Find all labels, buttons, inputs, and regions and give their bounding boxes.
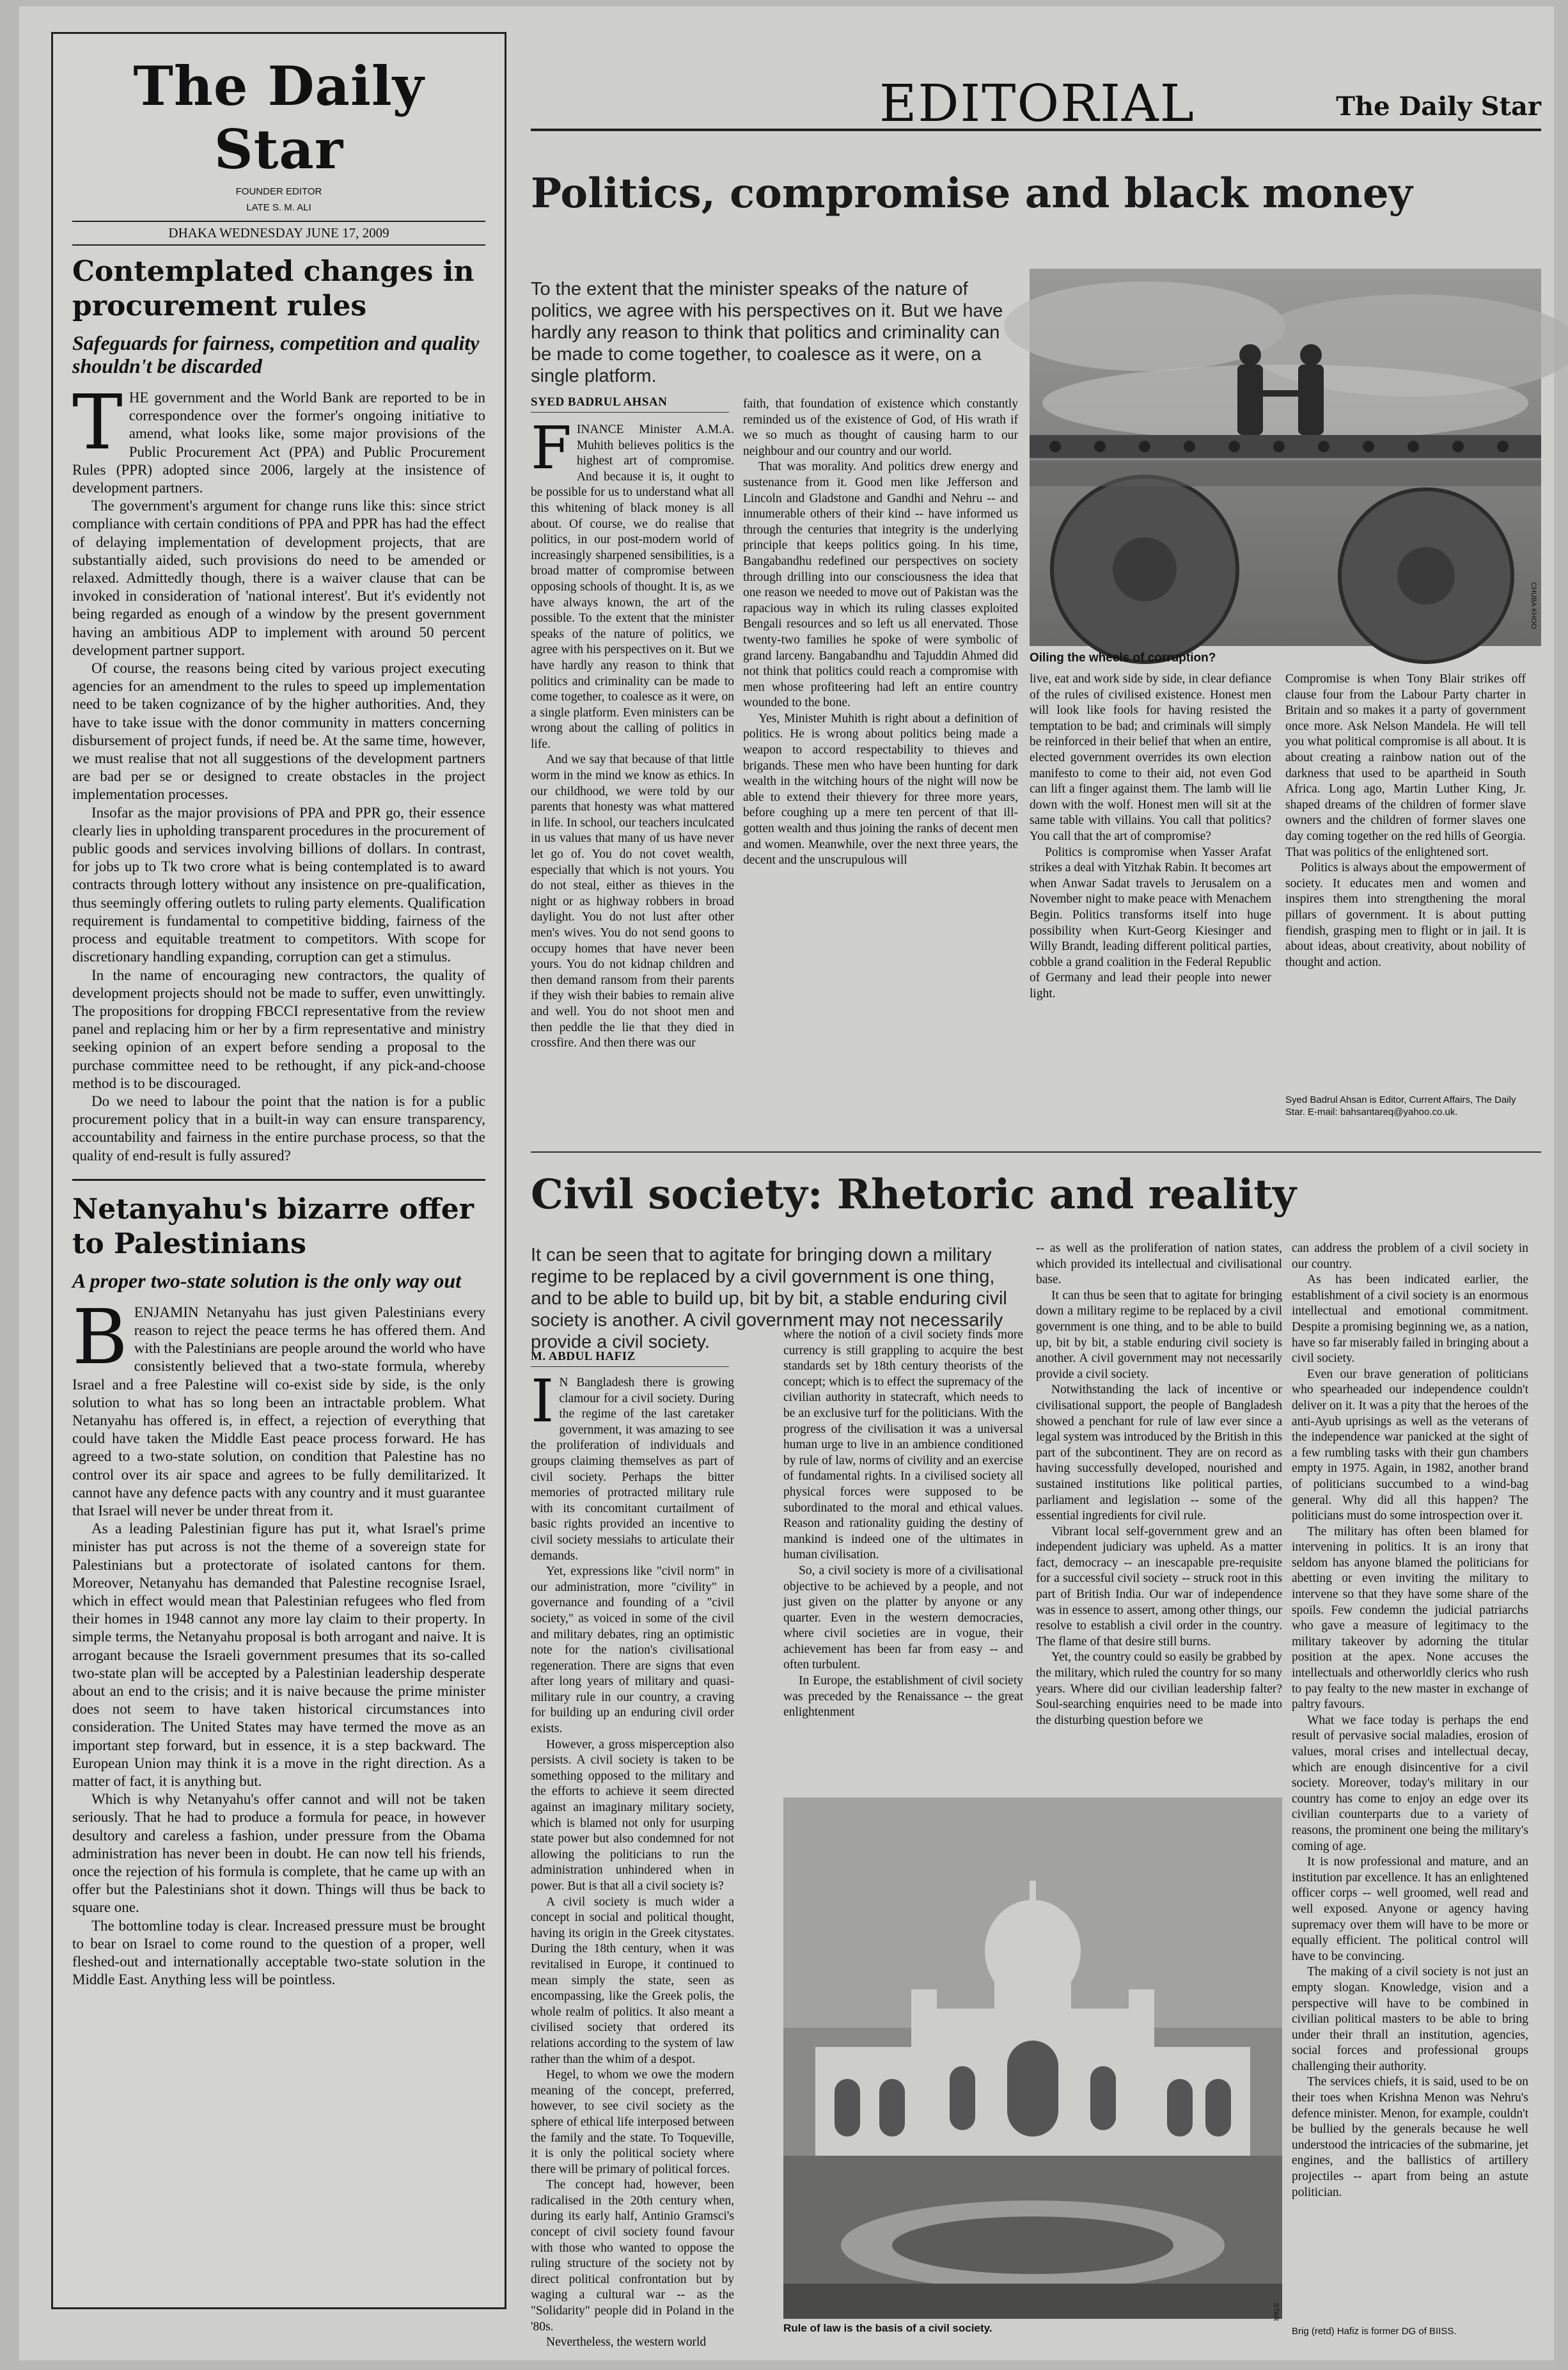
section-logo: The Daily Star (1336, 91, 1541, 122)
paragraph: The government's argument for change runs like this: since strict compliance with certain conditions of PPA and PPR has had the effect of delaying implementation of development projects, that are substantially aided, such provisions do need to be amended or relaxed. Admittedly though, there is a waiver clause that can be invoked in consideration of 'national interest'. But it's evidently not being regarded as enough of a window by the present government having an ambitious ADP to implement with around 50 percent development partner support. (72, 498, 485, 658)
paragraph: where the notion of a civil society finds more currency is still grappling to acquire the best standards set by 18th century theorists of the concept; which is to effect the supremacy of the civilian authority in statecraft, which needs to be an exclusive turf for the politicians. With the progress of the civilisation it was a universal human urge to live in an ambience conditioned by rule of law, norms of civility and an exercise of fundamental rights. In a civilised society all physical forces were supposed to be subordinated to the moral and ethical values. Reason and rationality guiding the destiny of mankind is indeed one of the ultimates in human civilisation. (783, 1328, 1023, 1562)
newspaper-page (19, 6, 1554, 2360)
divider (72, 1179, 485, 1181)
paragraph: Vibrant local self-government grew and an independent judiciary was upheld. As a matter fact, democracy -- an inescapable pre-requisite for a successful civil society -- struck root in this part of British India. Our war of independence was in essence to assert, among other things, our resolve to establish a civil order in the country. The flame of that desire still burns. (1036, 1524, 1282, 1648)
paragraph: Politics is always about the empowerment of society. It educates men and women and inspires them into strengthening the moral pillars of government. It is about putting fiendish, grasping men to flight or in jail. It is about ideas, about creativity, about nobility of thought and action. (1285, 861, 1526, 969)
editorial-2-headline: Netanyahu's bizarre offer to Palestinians (72, 1192, 474, 1260)
article-1-deck: To the extent that the minister speaks of the nature of politics, we agree with his perspectives on it. But we have hardly any reason to think that politics and criminality can be made to come together, to coalesce as it were, on a single platform. (531, 279, 1003, 386)
article-2-deck: It can be seen that to agitate for bringing down a military regime to be replaced by a civil government is one thing, and to be able to build up, bit by bit, a stable enduring civil society is another. A civil government may not necessarily provide a civil society. (531, 1245, 1007, 1352)
paragraph: That was morality. And politics drew energy and sustenance from it. Good men like Jefferson and Lincoln and Gladstone and Gandhi and Nehru -- and innumerable others of their kind -- have informed us through the centuries that integrity is the underlying principle that keeps politics going. In his time, Bangabandhu redefined our perspectives on society through drilling into our consciousness the idea that one reason we needed to move out of Pakistan was the rapacious way in which its ruling classes exploited Bengali resources and so left us all enervated. Those twenty-two families he spoke of were symbolic of grand larceny. Bangabandhu and Tajuddin Ahmed did not think that politics could reach a compromise with men whose profiteering had left an entire country wounded to the bone. (743, 460, 1018, 710)
article-divider (531, 1151, 1541, 1153)
editorial-1-headline: Contemplated changes in procurement rules (72, 255, 474, 322)
paragraph: Of course, the reasons being cited by various project executing agencies for an amendment to the rules to speed up implementation need to be taken cognizance of by the higher authorities. And, they have to take issue with the donor community in matters concerning disbursement of project funds, if need be. At the same time, however, we must realise that not all suggestions of the development partners are bad per se or designed to create obstacles in the project implementation processes. (72, 660, 485, 803)
article-2-column-1 (531, 1367, 734, 2350)
paragraph: The services chiefs, it is said, used to be on their toes when Krishna Menon was Nehru's defence minister. Menon, for example, couldn't be bullied by the generals because he well understood the intricacies of the submarine, jet engines, and the ballistics of artillery projectiles -- apart from being an astute politician. (1292, 2075, 1528, 2199)
paragraph: can address the problem of a civil society in our country. (1292, 1242, 1528, 1271)
paragraph: As has been indicated earlier, the establishment of a civil society is an enormous intellectual and emotional commitment. Despite a promising beginning we, as a nation, have so far miserably failed in bringing about a civil society. (1292, 1273, 1528, 1366)
drop-cap: T (72, 378, 123, 466)
photo-credit: STAR (1272, 2303, 1280, 2321)
left-editorial-column (51, 32, 506, 2309)
dateline: DHAKA WEDNESDAY JUNE 17, 2009 (72, 221, 485, 246)
author-note: Brig (retd) Hafiz is former DG of BIISS. (1292, 2326, 1457, 2337)
article-2-photo-caption: Rule of law is the basis of a civil society. (783, 2322, 992, 2334)
paragraph: live, eat and work side by side, in clear defiance of the rules of civilised existence. Honest men will look like fools for having resisted the temptation to be bad; and criminals will simply be reinforced in their belief that when an entire, elected government overrides its own election manifesto to come to their aid, not even God can lift a finger against them. The lamb will lie down with the wolf. Honest men will sit at the same table with villains. You call that politics? You call that the art of compromise? (1030, 672, 1271, 843)
gears-illustration-svg (1030, 269, 1541, 646)
paragraph: Yet, expressions like "civil norm" in our administration, more "civility" in governance and founding of a "civil society," as voiced in some of the civil and military debates, ring an optimistic note for the nation's civilisational regeneration. There are signs that even after long years of military and quasi-military rule in our country, a craving for building up an enduring civil order exists. (531, 1565, 734, 1736)
paragraph: HE government and the World Bank are reported to be in correspondence over the former's ongoing initiative to amend, what looks like, some major provisions of the Public Procurement Act (PPA) and Public Procurement Rules (PPR) adopted since 2006, largely at the insistence of development partners. (72, 390, 485, 496)
paragraph: Yes, Minister Muhith is right about a definition of politics. He is wrong about politics being made a weapon to accord respectability to thieves and brigands. These men who have been hunting for dark wealth in the witching hours of the night will now be able to extend their thievery for three more years, before coughing up a mere ten percent of that ill-gotten wealth and thus joining the ranks of decent men and women. Meanwhile, over the next three years, the decent and the unscrupulous will (743, 711, 1018, 867)
article-1-column-2 (743, 397, 1018, 1139)
editorial-2-subhead: A proper two-state solution is the only way out (72, 1268, 462, 1292)
editorial-1-body (72, 378, 485, 1165)
founder-name: LATE S. M. ALI (246, 202, 311, 213)
article-1-column-4 (1285, 672, 1526, 1081)
drop-cap: I (531, 1367, 554, 1435)
paragraph: faith, that foundation of existence which constantly reminded us of the existence of God, of His wrath if we so much as thought of causing harm to our neighbour and our country and our world. (743, 397, 1018, 458)
paragraph: Notwithstanding the lack of incentive or civilisational support, the people of Bangladesh showed a penchant for rule of law ever since a legal system was introduced by the British in this part of the subcontinent. They are on record as having successfully developed, nourished and sustained institutions like political parties, parliament and legislation -- some of the essential ingredients for civil rule. (1036, 1383, 1282, 1523)
article-2-byline: M. ABDUL HAFIZ (531, 1350, 729, 1367)
section-title: EDITORIAL (879, 74, 1195, 133)
founder-label: FOUNDER EDITOR (235, 186, 322, 197)
paragraph: Politics is compromise when Yasser Arafat strikes a deal with Yitzhak Rabin. It becomes art when Anwar Sadat travels to Jerusalem on a November night to make peace with Menachem Begin. Politics transforms itself into huge possibility when Kurt-Georg Kiesinger and Willy Brandt, leading different political parties, cobble a grand coalition in the Federal Republic of Germany and lead their people into newer light. (1030, 845, 1271, 1000)
paragraph: N Bangladesh there is growing clamour for a civil society. During the regime of the last caretaker government, it was amazing to see the proliferation of individuals and groups claiming themselves as part of civil society. Perhaps the bitter memories of protracted military rule with its concomitant curtailment of basic rights provided an incentive to civil society messiahs to articulate their demands. (531, 1376, 734, 1563)
paragraph: And we say that because of that little worm in the mind we know as ethics. In our childhood, we were told by our parents that honesty was what mattered in life. In school, our teachers inculcated in us values that many of us have never let go of. You do not covet wealth, especially that which is not yours. You do not steal, either as thieves in the night or as highway robbers in broad daylight. You do not lust after other men's wives. You do not send goons to occupy homes that have never been yours. You do not kidnap children and then demand ransom from their parents if they wish their babies to remain alive and well. You do not shoot men and then peddle the lie that they died in crossfire. And then there was our (531, 753, 734, 1050)
article-1-byline: SYED BADRUL AHSAN (531, 395, 729, 413)
author-note: Syed Badrul Ahsan is Editor, Current Affairs, The Daily Star. E-mail: bahsantareq@yahoo.co.uk. (1285, 1094, 1516, 1118)
paragraph: INANCE Minister A.M.A. Muhith believes politics is the highest art of compromise. And because it is, it ought to be possible for us to understand what all this whitening of black money is all about. Of course, we do realise that politics, in our post-modern world of increasingly sharpened sensibilities, is a broad matter of compromise between opposing schools of thought. It is, as we have always known, the art of the possible. To the extent that the minister speaks of the nature of politics, we agree with his perspectives on it. But we have hardly any reason to think that politics and criminality can be made to come together, to coalesce as it were, on a single platform. Even ministers can be wrong about the calling of politics in life. (531, 423, 734, 751)
article-2-headline: Civil society: Rhetoric and reality (531, 1171, 1296, 1219)
section-header (531, 67, 1541, 138)
editorial-2-body (72, 1292, 485, 1989)
article-1-headline: Politics, compromise and black money (531, 170, 1413, 217)
paragraph: The bottomline today is clear. Increased pressure must be brought to bear on Israel to come round to the question of a proper, well fleshed-out and internationally acceptable two-state solution in the Middle East. Anything less will be pointless. (72, 1917, 485, 1988)
paragraph: Nevertheless, the western world (546, 2335, 707, 2350)
gears-illustration (1030, 269, 1541, 646)
drop-cap: F (531, 414, 572, 482)
masthead: The Daily Star (133, 54, 425, 181)
photo-credit: CHUBA KHOO (1530, 582, 1537, 629)
paragraph: Hegel, to whom we owe the modern meaning of the concept, preferred, however, to see civil society as the sphere of ethical life interposed between the family and the state. To Toqueville, it is only the political society where there will be primary of political forces. (531, 2068, 734, 2176)
paragraph: Which is why Netanyahu's offer cannot and will not be taken seriously. That he had to produce a formula for peace, in however desultory and careless a fashion, under pressure from the Obama administration has never been in doubt. He can now tell his friends, once the rejection of his formula is complete, that he came up with an offer but the Palestinians shot it down. Things will thus be back to square one. (72, 1791, 485, 1916)
drop-cap: B (72, 1292, 128, 1381)
article-1-column-1 (531, 414, 734, 1139)
paragraph: What we face today is perhaps the end result of pervasive social maladies, erosion of values, moral crises and intellectual decay, which are enough disincentive for a civil society. Moreover, today's military in our country has come to enjoy an edge over its civilian counterparts due to a variety of reasons, the prominent one being the military's coming of age. (1292, 1713, 1528, 1853)
paragraph: A civil society is much wider a concept in social and political thought, having its origin in the Greek citystates. During the 18th century, when it was revitalised in Europe, it continued to mean simply the state, seen as encompassing, like the Greek polis, the whole realm of politics. It also meant a civilised society that ordered its relations according to the system of law rather than the whim of a despot. (531, 1895, 734, 2066)
paragraph: Even our brave generation of politicians who spearheaded our independence couldn't deliver on it. It was a pity that the heroes of the anti-Ayub uprisings as well as the veterans of the independence war panicked at the sight of a few rumbling tasks with their gun chambers empty in 1975. Again, in 1982, another brand of politicians succumbed to a wind-bag general. Why did all this happen? The politicians must do some introspection over it. (1292, 1367, 1528, 1523)
paragraph: In the name of encouraging new contractors, the quality of development projects should not be made to suffer, even unwittingly. The propositions for dropping FBCCI representative from the review panel and replacing him or her by a firm representative and ministry seeking opinion of an expert before sending a proposal to the purchase committee need to be rethought, if any pick-and-choose method is to be discouraged. (72, 967, 485, 1091)
paragraph: It is now professional and mature, and an institution par excellence. It has an enlightened officer corps -- well groomed, well read and well exposed. Anyone or agency having supremacy over them will have to be more or equally efficient. The political control will have to be convincing. (1292, 1855, 1528, 1963)
paragraph: Yet, the country could so easily be grabbed by the military, which ruled the country for so many years. Where did our civilian leadership falter? Soul-searching enquiries need to be made into the disturbing question before we (1036, 1650, 1282, 1727)
paragraph: In Europe, the establishment of civil society was preceded by the Renaissance -- the great enlightenment (783, 1674, 1023, 1719)
paragraph: Compromise is when Tony Blair strikes off clause four from the Labour Party charter in Britain and so makes it a party of government once more. Ask Nelson Mandela. He will tell you what political compromise is all about. It is about creating a rainbow nation out of the darkness that used to be apartheid in South Africa. Long ago, Martin Luther King, Jr. shaped dreams of the children of former slave owners and the children of former slaves one day coming together on the red hills of Georgia. That was politics of the enlightened sort. (1285, 672, 1526, 859)
article-2-column-3 (1036, 1241, 1282, 1788)
editorial-1-subhead: Safeguards for fairness, competition and quality shouldn't be discarded (72, 331, 480, 377)
article-1-photo-caption: Oiling the wheels of corruption? (1030, 651, 1216, 665)
paragraph: As a leading Palestinian figure has put it, what Israel's prime minister has put across is not the theme of a sovereign state for Palestinians but a protectorate of isolated cantons for them. Moreover, Netanyahu has demanded that Palestine recognise Israel, which in effect would mean that Palestinian refugees who fled from their homes in 1948 cannot any more lay claim to their property. In simple terms, the Netanyahu proposal is both arrogant and naive. It is arrogant because the Israeli government presumes that its so-called two-state plan will be accepted by a Palestinian leadership desperate about an end to the crisis; and it is naive because the prime minister does not seem to have taken historical circumstances into consideration. The United States may have termed the move as an important step forward, but in essence, it is a step backward. The European Union may think it is a move in the right direction. As a matter of fact, it is anything but. (72, 1521, 485, 1790)
paragraph: The military has often been blamed for intervening in politics. It is an irony that seldom has anyone blamed the politicians for abetting or even inviting the military to intervene so that they have some share of the spoils. Few condemn the judicial patriarchs who gave a measure of legitimacy to the military takeover by adorning the titular position at the apex. None accuses the intellectuals and otherworldly clerics who rush to pay fealty to the new master in exchange of paltry favours. (1292, 1524, 1528, 1712)
paragraph: It can thus be seen that to agitate for bringing down a military regime to be replaced by a civil government is one thing, and to be able to build up, bit by bit, a stable enduring civil society is another. A civil government may not necessarily provide a civil society. (1036, 1288, 1282, 1381)
article-2-column-4 (1292, 1241, 1528, 2322)
paragraph: Do we need to labour the point that the nation is for a public procurement policy that in a built-in way can ensure transparency, accountability and fairness in the entire purchase process, so that the quality of end-result is fully assured? (72, 1093, 485, 1164)
paragraph: So, a civil society is more of a civilisational objective to be achieved by a people, and not just given on the platter by anyone or any quarter. Even in the western democracies, where civil societies are in vogue, their achievement has been far from easy -- and often turbulent. (783, 1563, 1023, 1672)
paragraph: The concept had, however, been radicalised in the 20th century when, during its early half, Antinio Gramsci's concept of civil society found favour with those who wanted to oppose the ruling structure of the society not by direct political confrontation but by waging a cultural war -- as the "Solidarity" people did in Poland in the '80s. (531, 2178, 734, 2334)
article-2-column-2 (783, 1327, 1023, 1788)
court-building-photo (783, 1797, 1282, 2319)
article-1-column-3 (1030, 672, 1271, 1139)
paragraph: However, a gross misperception also persists. A civil society is taken to be something opposed to the military and the efforts to achieve it seem directed against an imaginary military society, which is blamed not only for usurping state power but also condemned for not allowing the politicians to run the administration unhindered when in power. But is that all a civil society is? (531, 1737, 734, 1893)
header-rule (531, 129, 1541, 131)
paragraph: ENJAMIN Netanyahu has just given Palestinians every reason to reject the peace terms he has offered them. And with the Palestinians are people around the world who have consistently believed that a two-state formula, whereby Israel and a free Palestine will co-exist side by side, is the only solution to what has so long been an intractable problem. What Netanyahu has offered is, in effect, a rejection of everything that could have taken the Middle East peace process forward. He has agreed to a two-state solution, on condition that Palestine has no control over its air space and agrees to be fully demilitarized. It cannot have any defence pacts with any country and it must guarantee that Israel will never be under threat from it. (72, 1304, 485, 1519)
paragraph: The making of a civil society is not just an empty slogan. Knowledge, vision and a perspective will have to be combined in civilian political masters to be able to bring under their thrall an institution, agencies, social forces and professional groups challenging their authority. (1292, 1965, 1528, 2073)
paragraph: -- as well as the proliferation of nation states, which provided its intellectual and civilisational base. (1036, 1242, 1282, 1287)
court-building-svg (783, 1797, 1282, 2319)
paragraph: Insofar as the major provisions of PPA and PPR go, their essence clearly lies in upholding transparent procedures in the procurement of public goods and services involving billions of dollars. In contrast, for jobs up to Tk two crore what is being contemplated is to award contracts through lottery without any insistence on pre-qualification, thus seemingly offering outlets to ruling party elements. Qualification requirement is fundamental to competitive bidding, fairness of the process and equitable treatment to competitors. With scope for discretionary handling expanding, corruption can get a stimulus. (72, 804, 485, 965)
